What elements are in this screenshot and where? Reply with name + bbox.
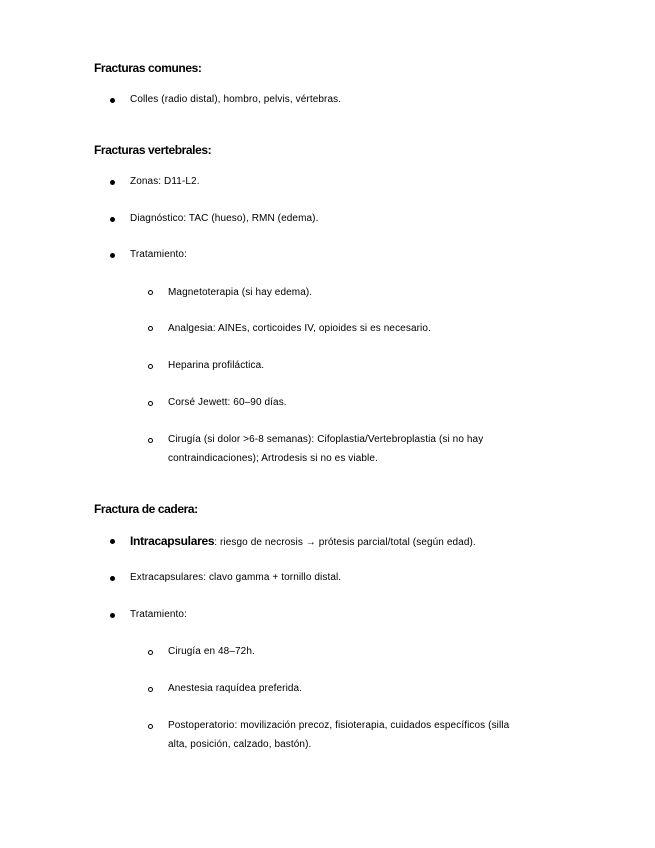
sub-list-item: Magnetoterapia (si hay edema). <box>168 287 313 298</box>
bullet-disc <box>110 217 115 222</box>
bullet-circle <box>148 326 153 331</box>
section-heading-fracturas-comunes: Fracturas comunes: <box>94 61 202 75</box>
bullet-circle <box>148 687 153 692</box>
bullet-circle <box>148 401 153 406</box>
sub-list-item-line1: Cirugía (si dolor >6-8 semanas): Cifoplastia/Vertebroplastia (si no hay <box>168 434 484 445</box>
bullet-disc <box>110 613 115 618</box>
sub-list-item: Cirugía en 48–72h. <box>168 646 255 657</box>
list-item: Colles (radio distal), hombro, pelvis, vértebras. <box>130 94 342 105</box>
section-heading-fracturas-vertebrales: Fracturas vertebrales: <box>94 143 212 157</box>
list-item: Extracapsulares: clavo gamma + tornillo distal. <box>130 572 342 583</box>
bullet-disc <box>110 180 115 185</box>
sub-list-item-line2: alta, posición, calzado, bastón). <box>168 739 312 750</box>
bullet-disc <box>110 576 115 581</box>
list-item-text: : riesgo de necrosis → prótesis parcial/total (según edad). <box>214 537 476 548</box>
bullet-circle <box>148 438 153 443</box>
list-item-lead: Intracapsulares <box>130 534 215 548</box>
sub-list-item: Corsé Jewett: 60–90 días. <box>168 397 287 408</box>
sub-list-item-line2: contraindicaciones); Artrodesis si no es viable. <box>168 453 378 464</box>
bullet-circle <box>148 650 153 655</box>
bullet-circle <box>148 364 153 369</box>
list-item: Diagnóstico: TAC (hueso), RMN (edema). <box>130 213 319 224</box>
section-heading-fractura-de-cadera: Fractura de cadera: <box>94 502 198 516</box>
bullet-disc <box>110 98 115 103</box>
bullet-disc <box>110 253 115 258</box>
bullet-disc <box>110 539 115 544</box>
list-item: Zonas: D11-L2. <box>130 176 200 187</box>
sub-list-item-line1: Postoperatorio: movilización precoz, fisioterapia, cuidados específicos (silla <box>168 720 510 731</box>
list-item: Tratamiento: <box>130 609 187 620</box>
bullet-circle <box>148 724 153 729</box>
list-item <box>130 532 476 552</box>
sub-list-item: Anestesia raquídea preferida. <box>168 683 303 694</box>
list-item: Tratamiento: <box>130 249 187 260</box>
bullet-circle <box>148 290 153 295</box>
sub-list-item: Analgesia: AINEs, corticoides IV, opioides si es necesario. <box>168 323 431 334</box>
sub-list-item: Heparina profiláctica. <box>168 360 265 371</box>
